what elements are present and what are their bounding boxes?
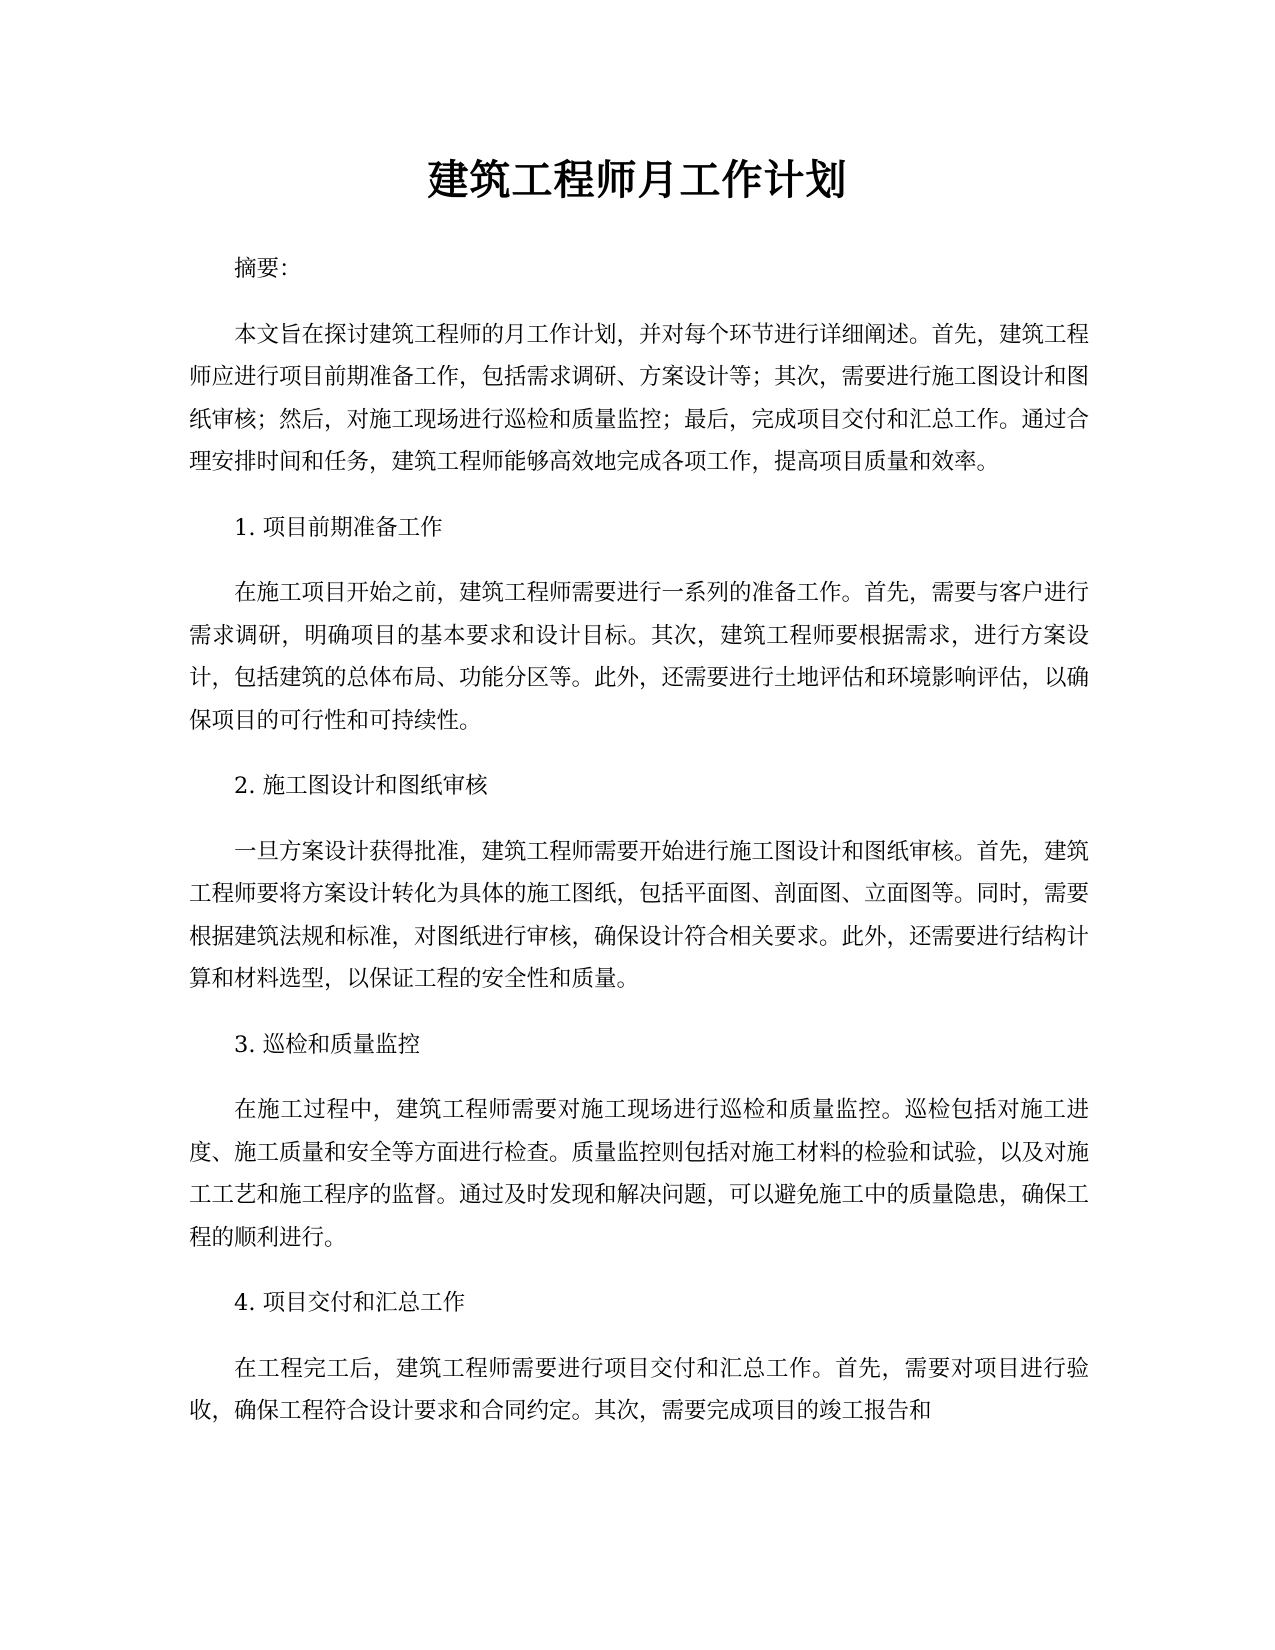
section-heading-1: 1. 项目前期准备工作 [234,514,443,541]
section-heading-3: 3. 巡检和质量监控 [234,1031,421,1058]
abstract-label: 摘要： [234,256,302,282]
section-heading-4: 4. 项目交付和汇总工作 [234,1290,466,1316]
section-body-1: 在施工项目开始之前，建筑工程师需要进行一系列的准备工作。首先，需要与客户进行需求调研，明确项目的基本要求和设计目标。其次，建筑工程师要根据需求，进行方案设计，包括建筑的总体布局、功能分区等。此外，还需要进行土地评估和环境影响评估，以确保项目的可行性和可持续性。 [189,580,1090,734]
section-body-3: 在施工过程中，建筑工程师需要对施工现场进行巡检和质量监控。巡检包括对施工进度、施工质量和安全等方面进行检查。质量监控则包括对施工材料的检验和试验，以及对施工工艺和施工程序的监督。通过及时发现和解决问题，可以避免施工中的质量隐患，确保工程的顺利进行。 [189,1097,1090,1251]
section-body-2: 一旦方案设计获得批准，建筑工程师需要开始进行施工图设计和图纸审核。首先，建筑工程师要将方案设计转化为具体的施工图纸，包括平面图、剖面图、立面图等。同时，需要根据建筑法规和标准，对图纸进行审核，确保设计符合相关要求。此外，还需要进行结构计算和材料选型，以保证工程的安全性和质量。 [189,838,1090,992]
abstract-text: 本文旨在探讨建筑工程师的月工作计划，并对每个环节进行详细阐述。首先，建筑工程师应进行项目前期准备工作，包括需求调研、方案设计等；其次，需要进行施工图设计和图纸审核；然后，对施工现场进行巡检和质量监控；最后，完成项目交付和汇总工作。通过合理安排时间和任务，建筑工程师能够高效地完成各项工作，提高项目质量和效率。 [189,321,1090,475]
section-heading-2: 2. 施工图设计和图纸审核 [234,773,488,799]
document-title: 建筑工程师月工作计划 [427,156,848,204]
section-body-4: 在工程完工后，建筑工程师需要进行项目交付和汇总工作。首先，需要对项目进行验收，确保工程符合设计要求和合同约定。其次，需要完成项目的竣工报告和 [189,1355,1089,1424]
document-body [189,248,1089,1456]
